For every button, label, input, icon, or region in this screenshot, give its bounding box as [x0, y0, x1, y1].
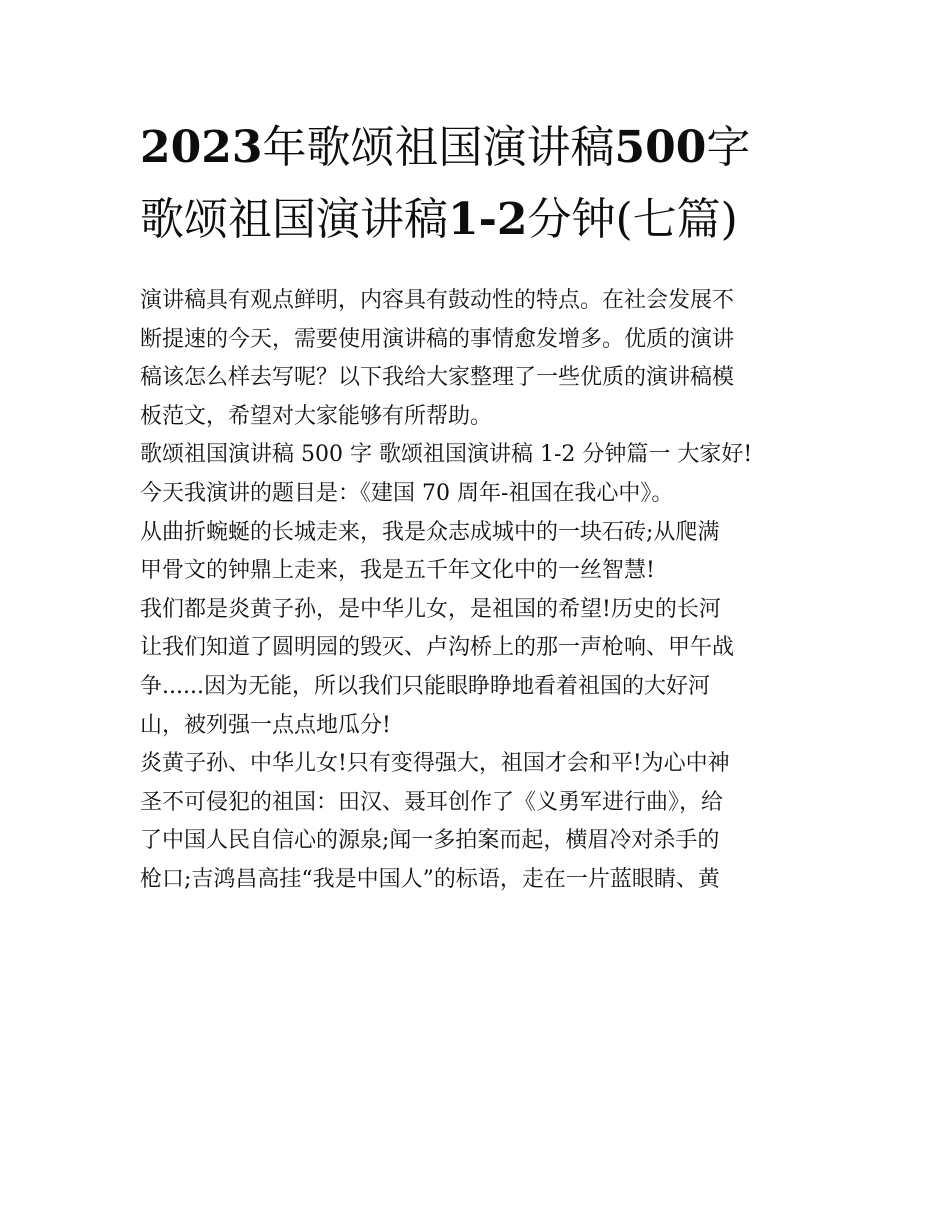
- title-text: 字: [706, 122, 751, 173]
- body-line: 歌颂祖国演讲稿 500 字 歌颂祖国演讲稿 1-2 分钟篇一 大家好!: [140, 442, 753, 468]
- title-text: 年歌颂祖国演讲稿: [262, 122, 615, 173]
- document-body: [140, 282, 820, 900]
- body-line: 争......因为无能，所以我们只能眼睁睁地看着祖国的大好河: [140, 673, 710, 699]
- body-line: 让我们知道了圆明园的毁灭、卢沟桥上的那一声枪响、甲午战: [140, 635, 735, 661]
- document-title: [140, 112, 820, 256]
- title-line-1: [140, 112, 820, 184]
- body-line: 演讲稿具有观点鲜明，内容具有鼓动性的特点。在社会发展不: [140, 288, 735, 313]
- body-line: 了中国人民自信心的源泉;闻一多拍案而起，横眉冷对杀手的: [140, 828, 720, 854]
- body-line: 断提速的今天，需要使用演讲稿的事情愈发增多。优质的演讲: [140, 326, 735, 352]
- body-line: 从曲折蜿蜒的长城走来，我是众志成城中的一块石砖;从爬满: [140, 519, 720, 545]
- body-line: 圣不可侵犯的祖国：田汉、聂耳创作了《义勇军进行曲》，给: [140, 789, 724, 815]
- title-text: 分钟(七篇): [527, 194, 738, 245]
- body-line: 山，被列强一点点地瓜分!: [140, 712, 391, 738]
- body-line: 我们都是炎黄子孙，是中华儿女，是祖国的希望!历史的长河: [140, 596, 721, 622]
- body-line: 板范文，希望对大家能够有所帮助。: [140, 403, 493, 429]
- title-line-2: [140, 184, 820, 256]
- title-year: 2023: [140, 122, 263, 173]
- title-number: 1-2: [448, 194, 528, 245]
- body-line: 炎黄子孙、中华儿女!只有变得强大，祖国才会和平!为心中神: [140, 751, 730, 777]
- body-line: 枪口;吉鸿昌高挂“我是中国人”的标语，走在一片蓝眼睛、黄: [140, 866, 720, 892]
- body-line: 甲骨文的钟鼎上走来，我是五千年文化中的一丝智慧!: [140, 558, 655, 584]
- title-text: 歌颂祖国演讲稿: [140, 194, 448, 245]
- title-number: 500: [614, 122, 707, 173]
- body-line: 稿该怎么样去写呢？以下我给大家整理了一些优质的演讲稿模: [140, 365, 735, 391]
- body-line: 今天我演讲的题目是：《建国 70 周年-祖国在我心中》。: [140, 480, 674, 506]
